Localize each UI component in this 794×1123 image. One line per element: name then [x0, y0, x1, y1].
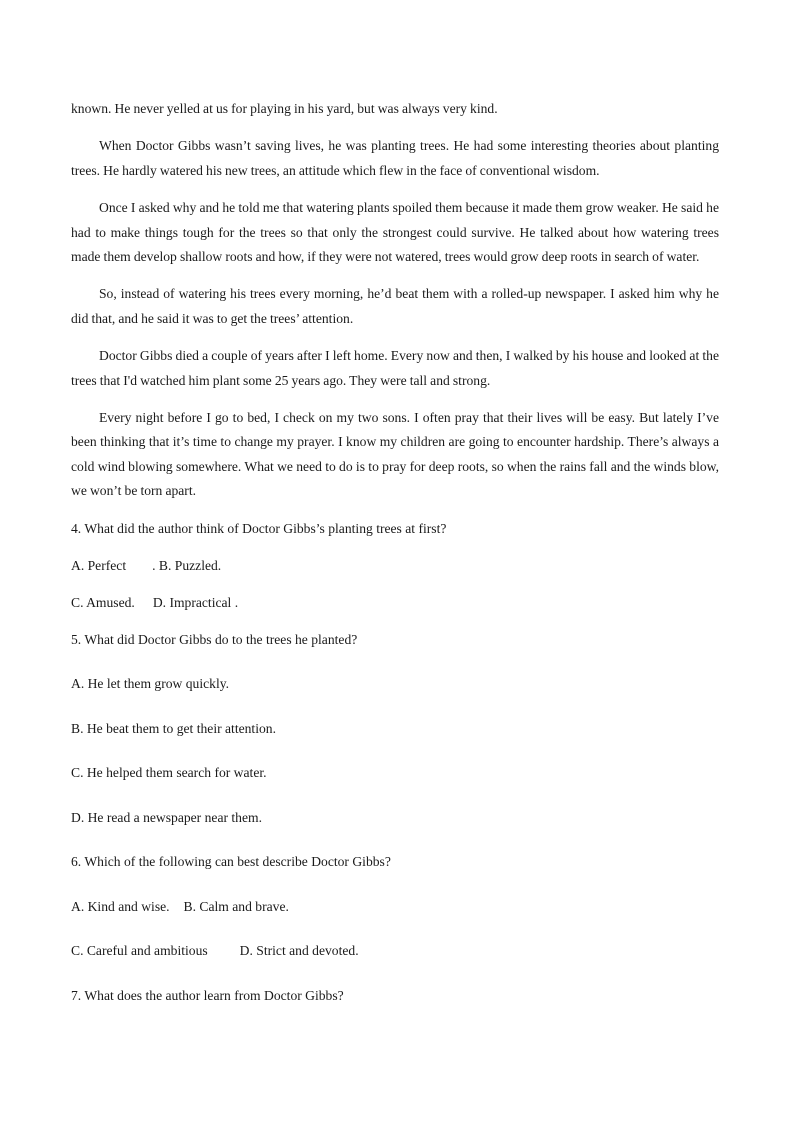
question-6-option-d: D. Strict and devoted. — [239, 943, 359, 959]
question-6-stem: 6. Which of the following can best describe Doctor Gibbs? — [71, 854, 391, 870]
question-4-options-row-1 — [71, 554, 719, 578]
question-4-stem: 4. What did the author think of Doctor Gibbs’s planting trees at first? — [71, 520, 447, 536]
question-6-option-b: B. Calm and brave. — [183, 898, 289, 914]
question-5-option-b: B. He beat them to get their attention. — [71, 720, 276, 736]
question-7-stem: 7. What does the author learn from Doctor Gibbs? — [71, 987, 344, 1003]
question-6-options-row-2 — [71, 939, 719, 963]
question-4-options-row-2 — [71, 591, 719, 615]
question-5-option-d: D. He read a newspaper near them. — [71, 809, 262, 825]
question-6-options-row-1 — [71, 895, 719, 919]
passage-paragraph-2: When Doctor Gibbs wasn’t saving lives, he was planting trees. He had some interesting theories about planting trees. He hardly watered his new trees, an attitude which flew in the face of conventional wisdom. — [71, 138, 719, 178]
passage-paragraph-6: Every night before I go to bed, I check on my two sons. I often pray that their lives will be easy. But lately I’ve been thinking that it’s time to change my prayer. I know my children are going to encounter hardship. There’s always a cold wind blowing somewhere. What we need to do is to pray for deep roots, so when the rains fall and the winds blow, we won’t be torn apart. — [71, 410, 719, 499]
question-6-option-a: A. Kind and wise. — [71, 898, 170, 914]
question-4-option-b: . B. Puzzled. — [152, 557, 222, 573]
question-5-option-a: A. He let them grow quickly. — [71, 676, 230, 692]
question-6-option-c: C. Careful and ambitious — [71, 943, 208, 959]
document-body — [71, 97, 719, 1021]
question-4-option-a: A. Perfect — [71, 557, 127, 573]
question-4-option-d: D. Impractical . — [152, 594, 239, 610]
question-4-option-c: C. Amused. — [71, 594, 135, 610]
question-5-option-c: C. He helped them search for water. — [71, 765, 267, 781]
passage-paragraph-1: known. He never yelled at us for playing in his yard, but was always very kind. — [71, 101, 498, 116]
passage-paragraph-4: So, instead of watering his trees every morning, he’d beat them with a rolled-up newspaper. I asked him why he did that, and he said it was to get the trees’ attention. — [71, 286, 719, 326]
passage-paragraph-5: Doctor Gibbs died a couple of years after I left home. Every now and then, I walked by his house and looked at the trees that I'd watched him plant some 25 years ago. They were tall and strong. — [71, 348, 719, 388]
passage-paragraph-3: Once I asked why and he told me that watering plants spoiled them because it made them grow weaker. He said he had to make things tough for the trees so that only the strongest could survive. He talked about how watering trees made them develop shallow roots and how, if they were not watered, trees would grow deep roots in search of water. — [71, 200, 719, 265]
question-5-stem: 5. What did Doctor Gibbs do to the trees he planted? — [71, 631, 358, 647]
